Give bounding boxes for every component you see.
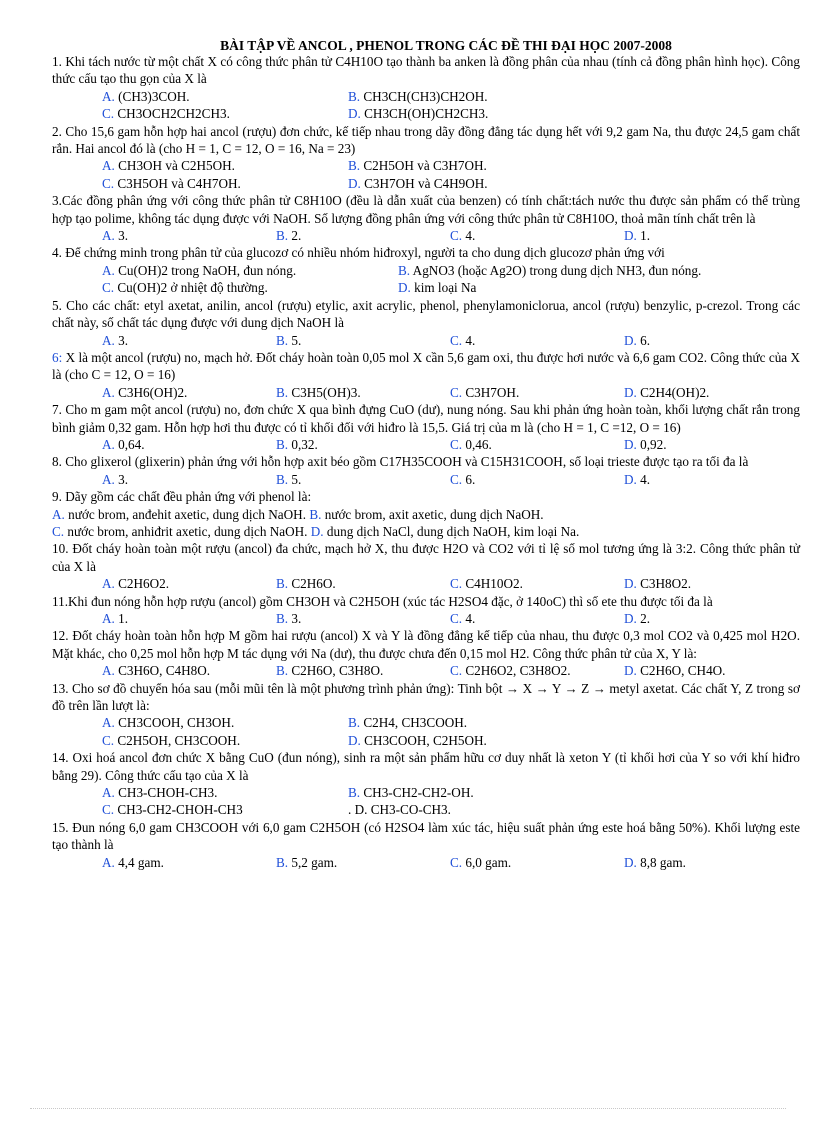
question-stem: 6: X là một ancol (rượu) no, mạch hở. Đốt cháy hoàn toàn 0,05 mol X cần 5,6 gam oxi, thu được hơi nước và 6,6 gam CO2. Công thức của X là (cho C = 12, O = 16) — [52, 349, 800, 383]
option-a: A. CH3OH và C2H5OH. — [102, 158, 235, 174]
option-row — [52, 227, 800, 244]
option-row — [52, 332, 800, 349]
question-14 — [52, 749, 800, 819]
option-c: C. 0,46. — [450, 436, 492, 452]
option-b: B. AgNO3 (hoặc Ag2O) trong dung dịch NH3, đun nóng. — [398, 262, 702, 278]
question-15 — [52, 819, 800, 871]
option-c: C. C3H5OH và C4H7OH. — [102, 175, 241, 191]
option-d: D. CH3CH(OH)CH2CH3. — [348, 106, 489, 122]
option-row — [52, 784, 800, 801]
option-c: C. CH3-CH2-CHOH-CH3 — [102, 802, 243, 818]
option-row — [52, 384, 800, 401]
option-row — [52, 575, 800, 592]
option-a: A. 0,64. — [102, 436, 145, 452]
option-a: A. (CH3)3COH. — [102, 88, 190, 104]
question-stem: 15. Đun nóng 6,0 gam CH3COOH với 6,0 gam C2H5OH (có H2SO4 làm xúc tác, hiệu suất phản ứng este hoá bằng 50%). Khối lượng este tạo thành là — [52, 819, 800, 853]
option-a: A. nước brom, anđehit axetic, dung dịch NaOH. — [52, 506, 307, 522]
option-c: C. C2H6O2, C3H8O2. — [450, 663, 571, 679]
option-b: B. C2H6O. — [276, 576, 336, 592]
option-b: B. C2H5OH và C3H7OH. — [348, 158, 487, 174]
question-stem: 5. Cho các chất: etyl axetat, anilin, ancol (rượu) etylic, axit acrylic, phenol, phenylamoniclorua, ancol (rượu) benzylic, p-crezol. Trong các chất này, số chất tác dụng được với dung dịch NaOH là — [52, 297, 800, 331]
question-stem: 3.Các đồng phân ứng với công thức phân tử C8H10O (đều là dẫn xuất của benzen) có tính chất:tách nước thu được sản phẩm có thể trùng hợp tạo polime, không tác dụng được với NaOH. Số lượng đồng phân ứng với công thức phân tử C8H10O, thoả mãn tính chất trên là — [52, 193, 800, 226]
option-c: C. C2H5OH, CH3COOH. — [102, 732, 241, 748]
option-a: A. C2H6O2. — [102, 576, 170, 592]
question-8 — [52, 453, 800, 488]
question-stem: 8. Cho glixerol (glixerin) phản ứng với hỗn hợp axit béo gồm C17H35COOH và C15H31COOH, số loại trieste được tạo ra tối đa là — [52, 454, 749, 470]
option-d: D. 1. — [624, 228, 651, 244]
option-row — [52, 662, 800, 679]
option-row — [52, 854, 800, 871]
question-number: 6: — [52, 349, 63, 365]
option-b: B. 5. — [276, 471, 302, 487]
option-b: B. 3. — [276, 611, 302, 626]
question-13 — [52, 680, 800, 750]
option-row — [52, 262, 800, 279]
option-d: D. 2. — [624, 611, 651, 626]
option-d: D. dung dịch NaCl, dung dịch NaOH, kim loại Na. — [310, 523, 580, 539]
option-d: D. 8,8 gam. — [624, 854, 686, 870]
option-row — [52, 732, 800, 749]
option-row — [52, 801, 800, 818]
option-b: B. C2H6O, C3H8O. — [276, 663, 384, 679]
question-stem: 13. Cho sơ đồ chuyển hóa sau (mỗi mũi tên là một phương trình phản ứng): Tinh bột → X → Y → Z → metyl axetat. Các chất Y, Z trong sơ đồ trên lần lượt là: — [52, 680, 800, 714]
option-d: D. 0,92. — [624, 436, 667, 452]
option-row — [52, 436, 800, 453]
option-c: C. 6,0 gam. — [450, 854, 512, 870]
option-d: . D. CH3-CO-CH3. — [348, 802, 451, 818]
option-c: C. Cu(OH)2 ở nhiệt độ thường. — [102, 280, 268, 296]
option-c: C. 4. — [450, 611, 476, 626]
question-5 — [52, 297, 800, 349]
option-c: C. nước brom, anhiđrit axetic, dung dịch NaOH. — [52, 523, 308, 539]
option-d: D. 6. — [624, 332, 651, 348]
question-11 — [52, 593, 800, 628]
question-stem: 4. Để chứng minh trong phân tử của glucozơ có nhiều nhóm hiđroxyl, người ta cho dung dịch glucozơ phản ứng với — [52, 245, 665, 261]
option-d: D. kim loại Na — [398, 280, 477, 296]
option-row — [52, 471, 800, 488]
option-a: A. CH3COOH, CH3OH. — [102, 715, 235, 731]
option-c: C. 4. — [450, 332, 476, 348]
option-c: C. 6. — [450, 471, 476, 487]
option-a: A. 3. — [102, 471, 129, 487]
question-stem: 12. Đốt cháy hoàn toàn hỗn hợp M gồm hai rượu (ancol) X và Y là đồng đẳng kế tiếp của nhau, thu được 0,3 mol CO2 và 0,425 mol H2O. Mặt khác, cho 0,25 mol hỗn hợp M tác dụng với Na (dư), thu được chưa đến 0,15 mol H2. Công thức phân tử của X, Y là: — [52, 628, 800, 661]
option-row — [52, 506, 800, 523]
question-stem: 7. Cho m gam một ancol (rượu) no, đơn chức X qua bình đựng CuO (dư), nung nóng. Sau khi phản ứng hoàn toàn, khối lượng chất rắn trong bình giảm 0,32 gam. Hỗn hợp hơi thu được có tỉ khối đối với hiđro là 15,5. Giá trị của m là (cho H = 1, C =12, O = 16) — [52, 402, 800, 435]
question-3 — [52, 192, 800, 244]
option-a: A. C3H6O, C4H8O. — [102, 663, 211, 679]
question-4 — [52, 244, 800, 296]
option-d: D. C2H4(OH)2. — [624, 384, 710, 400]
option-b: B. nước brom, axit axetic, dung dịch NaOH. — [309, 506, 544, 522]
question-9 — [52, 488, 800, 540]
option-row — [52, 175, 800, 192]
option-b: B. 0,32. — [276, 436, 318, 452]
question-stem: 14. Oxi hoá ancol đơn chức X bằng CuO (đun nóng), sinh ra một sản phẩm hữu cơ duy nhất là xeton Y (tỉ khối hơi của Y so với khí hiđro bằng 29). Công thức cấu tạo của X là — [52, 750, 800, 783]
question-6 — [52, 349, 800, 401]
option-b: B. 5,2 gam. — [276, 854, 338, 870]
option-d: D. C3H7OH và C4H9OH. — [348, 175, 488, 191]
question-stem: 10. Đốt cháy hoàn toàn một rượu (ancol) đa chức, mạch hở X, thu được H2O và CO2 với tỉ lệ số mol tương ứng là 3:2. Công thức phân tử của X là — [52, 541, 800, 574]
option-row — [52, 714, 800, 731]
option-row — [52, 279, 800, 296]
option-d: D. C3H8O2. — [624, 576, 692, 592]
option-d: D. CH3COOH, C2H5OH. — [348, 732, 487, 748]
option-a: A. 1. — [102, 611, 129, 626]
question-7 — [52, 401, 800, 453]
option-row — [52, 523, 800, 540]
question-stem: 2. Cho 15,6 gam hỗn hợp hai ancol (rượu) đơn chức, kế tiếp nhau trong dãy đồng đẳng tác dụng hết với 9,2 gam Na, thu được 24,5 gam chất rắn. Hai ancol đó là (cho H = 1, C = 12, O = 16, Na = 23) — [52, 123, 800, 157]
option-a: A. 3. — [102, 332, 129, 348]
option-a: A. CH3-CHOH-CH3. — [102, 785, 218, 801]
question-10 — [52, 540, 800, 592]
option-b: B. CH3-CH2-CH2-OH. — [348, 785, 474, 801]
question-2 — [52, 123, 800, 193]
option-b: B. CH3CH(CH3)CH2OH. — [348, 88, 488, 104]
option-c: C. CH3OCH2CH2CH3. — [102, 106, 230, 122]
option-d: D. 4. — [624, 471, 651, 487]
question-stem: 9. Dãy gồm các chất đều phản ứng với phenol là: — [52, 489, 312, 505]
option-a: A. 3. — [102, 228, 129, 244]
option-b: B. C3H5(OH)3. — [276, 384, 361, 400]
question-stem: 11.Khi đun nóng hỗn hợp rượu (ancol) gồm CH3OH và C2H5OH (xúc tác H2SO4 đặc, ở 140oC) thì số ete thu được tối đa là — [52, 593, 713, 609]
option-c: C. 4. — [450, 228, 476, 244]
page-title: BÀI TẬP VỀ ANCOL , PHENOL TRONG CÁC ĐỀ THI ĐẠI HỌC 2007-2008 — [220, 38, 672, 53]
option-row — [52, 610, 800, 627]
option-row — [52, 105, 800, 122]
option-c: C. C3H7OH. — [450, 384, 520, 400]
option-a: A. Cu(OH)2 trong NaOH, đun nóng. — [102, 262, 297, 278]
option-d: D. C2H6O, CH4O. — [624, 663, 726, 679]
question-stem: 1. Khi tách nước từ một chất X có công thức phân tử C4H10O tạo thành ba anken là đồng phân của nhau (tính cả đồng phân hình học). Công thức cấu tạo thu gọn của X là — [52, 54, 800, 87]
option-a: A. 4,4 gam. — [102, 854, 164, 870]
page-bottom-divider — [30, 1108, 786, 1109]
question-12 — [52, 627, 800, 679]
option-b: B. 5. — [276, 332, 302, 348]
option-row — [52, 157, 800, 174]
question-1 — [52, 53, 800, 123]
option-a: A. C3H6(OH)2. — [102, 384, 188, 400]
document — [52, 38, 800, 871]
option-b: B. 2. — [276, 228, 302, 244]
option-c: C. C4H10O2. — [450, 576, 523, 592]
option-b: B. C2H4, CH3COOH. — [348, 715, 468, 731]
option-row — [52, 88, 800, 105]
